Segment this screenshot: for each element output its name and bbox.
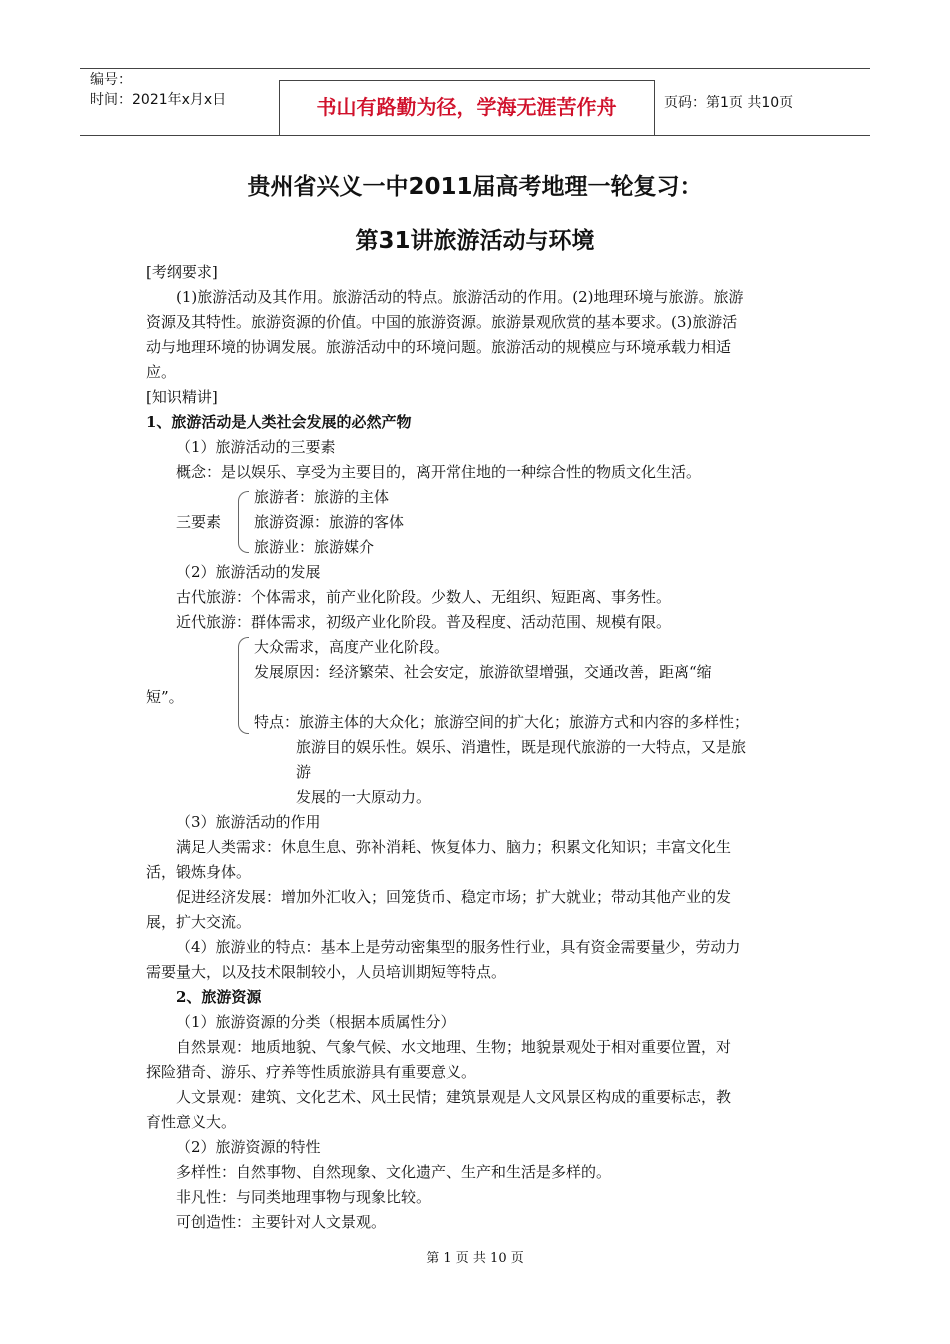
brace-label: 三要素 xyxy=(176,513,222,531)
header-divider-right xyxy=(654,80,655,135)
list-item: 旅游者：旅游的主体 xyxy=(254,488,390,506)
paragraph-line: （4）旅游业的特点：基本上是劳动密集型的服务性行业，具有资金需要量少，劳动力 xyxy=(176,938,741,956)
list-item: 旅游资源：旅游的客体 xyxy=(254,513,405,531)
document-title: 贵州省兴义一中2011届高考地理一轮复习： xyxy=(247,174,703,200)
paragraph-line: 游 xyxy=(296,763,312,781)
header-date: 时间：2021年x月x日 xyxy=(90,92,227,108)
paragraph-line: 发展的一大原动力。 xyxy=(296,788,432,806)
brace-three-elements xyxy=(238,491,249,553)
subheading: （1）旅游资源的分类（根据本质属性分） xyxy=(176,1013,456,1031)
section-heading-syllabus: [考纲要求] xyxy=(146,263,218,281)
list-item: 旅游业：旅游媒介 xyxy=(254,538,375,556)
paragraph-line: 满足人类需求：休息生息、弥补消耗、恢复体力、脑力；积累文化知识；丰富文化生 xyxy=(176,838,732,856)
paragraph-line: 应。 xyxy=(146,363,177,381)
page-footer: 第 1 页 共 10 页 xyxy=(426,1251,524,1266)
paragraph-line: 育性意义大。 xyxy=(146,1113,237,1131)
brace-modern-tourism xyxy=(238,637,249,734)
document-subtitle: 第31讲旅游活动与环境 xyxy=(355,228,595,254)
heading-2: 2、旅游资源 xyxy=(176,988,262,1006)
paragraph-line: 动与地理环境的协调发展。旅游活动中的环境问题。旅游活动的规模应与环境承载力相适 xyxy=(146,338,732,356)
header-code-label: 编号： xyxy=(90,72,132,88)
paragraph-line: 需要量大，以及技术限制较小，人员培训期短等特点。 xyxy=(146,963,507,981)
section-heading-knowledge: [知识精讲] xyxy=(146,388,218,406)
paragraph-line: 短”。 xyxy=(146,688,184,706)
paragraph-line: 非凡性：与同类地理事物与现象比较。 xyxy=(176,1188,432,1206)
header-bottom-rule xyxy=(80,135,870,136)
header-meta xyxy=(90,70,226,110)
heading-1: 1、旅游活动是人类社会发展的必然产物 xyxy=(146,413,412,431)
paragraph-line: 旅游目的娱乐性。娱乐、消遣性，既是现代旅游的一大特点，又是旅 xyxy=(296,738,747,756)
paragraph-line: 自然景观：地质地貌、气象气候、水文地理、生物；地貌景观处于相对重要位置，对 xyxy=(176,1038,732,1056)
subheading: （2）旅游资源的特性 xyxy=(176,1138,321,1156)
paragraph-line: 展，扩大交流。 xyxy=(146,913,252,931)
subheading: （1）旅游活动的三要素 xyxy=(176,438,336,456)
list-item: 大众需求，高度产业化阶段。 xyxy=(254,638,450,656)
subheading: （3）旅游活动的作用 xyxy=(176,813,321,831)
header-page-info: 页码：第1页 共10页 xyxy=(664,95,794,111)
paragraph-line: 近代旅游：群体需求，初级产业化阶段。普及程度、活动范围、规模有限。 xyxy=(176,613,672,631)
paragraph-line: 促进经济发展：增加外汇收入；回笼货币、稳定市场；扩大就业；带动其他产业的发 xyxy=(176,888,732,906)
paragraph-line: 多样性：自然事物、自然现象、文化遗产、生产和生活是多样的。 xyxy=(176,1163,612,1181)
subheading: （2）旅游活动的发展 xyxy=(176,563,321,581)
paragraph-line: 活，锻炼身体。 xyxy=(146,863,252,881)
paragraph-line: 古代旅游：个体需求，前产业化阶段。少数人、无组织、短距离、事务性。 xyxy=(176,588,672,606)
paragraph-line: 人文景观：建筑、文化艺术、风土民情；建筑景观是人文风景区构成的重要标志，教 xyxy=(176,1088,732,1106)
list-item: 特点：旅游主体的大众化；旅游空间的扩大化；旅游方式和内容的多样性； xyxy=(254,713,750,731)
list-item: 发展原因：经济繁荣、社会安定，旅游欲望增强，交通改善，距离“缩 xyxy=(254,663,712,681)
paragraph-line: 探险猎奇、游乐、疗养等性质旅游具有重要意义。 xyxy=(146,1063,477,1081)
paragraph-line: 资源及其特性。旅游资源的价值。中国的旅游资源。旅游景观欣赏的基本要求。(3)旅游活 xyxy=(146,313,738,331)
paragraph-line: 概念：是以娱乐、享受为主要目的，离开常住地的一种综合性的物质文化生活。 xyxy=(176,463,702,481)
header-top-rule xyxy=(80,68,870,69)
header-motto: 书山有路勤为径，学海无涯苦作舟 xyxy=(316,95,617,119)
paragraph-line: 可创造性：主要针对人文景观。 xyxy=(176,1213,387,1231)
paragraph-line: (1)旅游活动及其作用。旅游活动的特点。旅游活动的作用。(2)地理环境与旅游。旅游 xyxy=(176,288,744,306)
